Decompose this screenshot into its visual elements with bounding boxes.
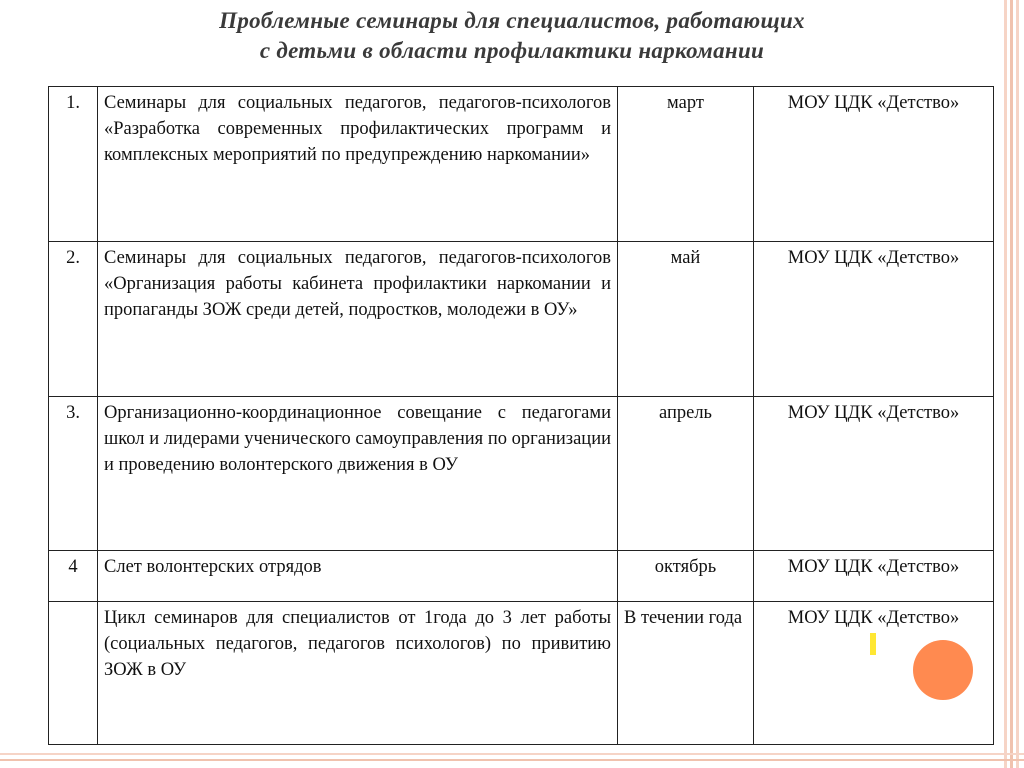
row-location: МОУ ЦДК «Детство» bbox=[754, 397, 994, 551]
row-number: 3. bbox=[49, 397, 98, 551]
row-number: 2. bbox=[49, 242, 98, 397]
row-description: Цикл семинаров для специалистов от 1года до 3 лет работы (социальных педагогов, педагогов психологов) по привитию ЗОЖ в ОУ bbox=[98, 602, 618, 745]
row-location: МОУ ЦДК «Детство» bbox=[754, 602, 994, 745]
slide-title bbox=[0, 6, 1024, 66]
table-row bbox=[49, 397, 994, 551]
decor-stripe bbox=[1010, 0, 1013, 768]
table-row bbox=[49, 551, 994, 602]
row-description: Слет волонтерских отрядов bbox=[98, 551, 618, 602]
decorative-circle bbox=[913, 640, 973, 700]
highlight-marker bbox=[870, 633, 876, 655]
seminar-table bbox=[48, 86, 994, 745]
title-line-1: Проблемные семинары для специалистов, работающих bbox=[219, 8, 805, 33]
row-description: Семинары для социальных педагогов, педагогов-психологов «Организация работы кабинета профилактики наркомании и пропаганды ЗОЖ среди детей, подростков, молодежи в ОУ» bbox=[98, 242, 618, 397]
decor-stripe bbox=[0, 759, 1024, 761]
row-location: МОУ ЦДК «Детство» bbox=[754, 242, 994, 397]
decor-stripe bbox=[1016, 0, 1019, 768]
row-date: апрель bbox=[618, 397, 754, 551]
row-description: Организационно-координационное совещание с педагогами школ и лидерами ученического самоуправления по организации и проведению волонтерского движения в ОУ bbox=[98, 397, 618, 551]
table-row bbox=[49, 602, 994, 745]
row-location: МОУ ЦДК «Детство» bbox=[754, 551, 994, 602]
row-location: МОУ ЦДК «Детство» bbox=[754, 87, 994, 242]
row-date: В течении года bbox=[618, 602, 754, 745]
table-row bbox=[49, 87, 994, 242]
decor-stripe bbox=[1004, 0, 1007, 768]
row-date: октябрь bbox=[618, 551, 754, 602]
row-date: май bbox=[618, 242, 754, 397]
title-line-2: с детьми в области профилактики наркомании bbox=[259, 38, 765, 63]
row-description: Семинары для социальных педагогов, педагогов-психологов «Разработка современных профилактических программ и комплексных мероприятий по предупреждению наркомании» bbox=[98, 87, 618, 242]
row-number bbox=[49, 602, 98, 745]
row-number: 1. bbox=[49, 87, 98, 242]
row-number: 4 bbox=[49, 551, 98, 602]
table-row bbox=[49, 242, 994, 397]
decor-stripe bbox=[0, 753, 1024, 755]
row-date: март bbox=[618, 87, 754, 242]
